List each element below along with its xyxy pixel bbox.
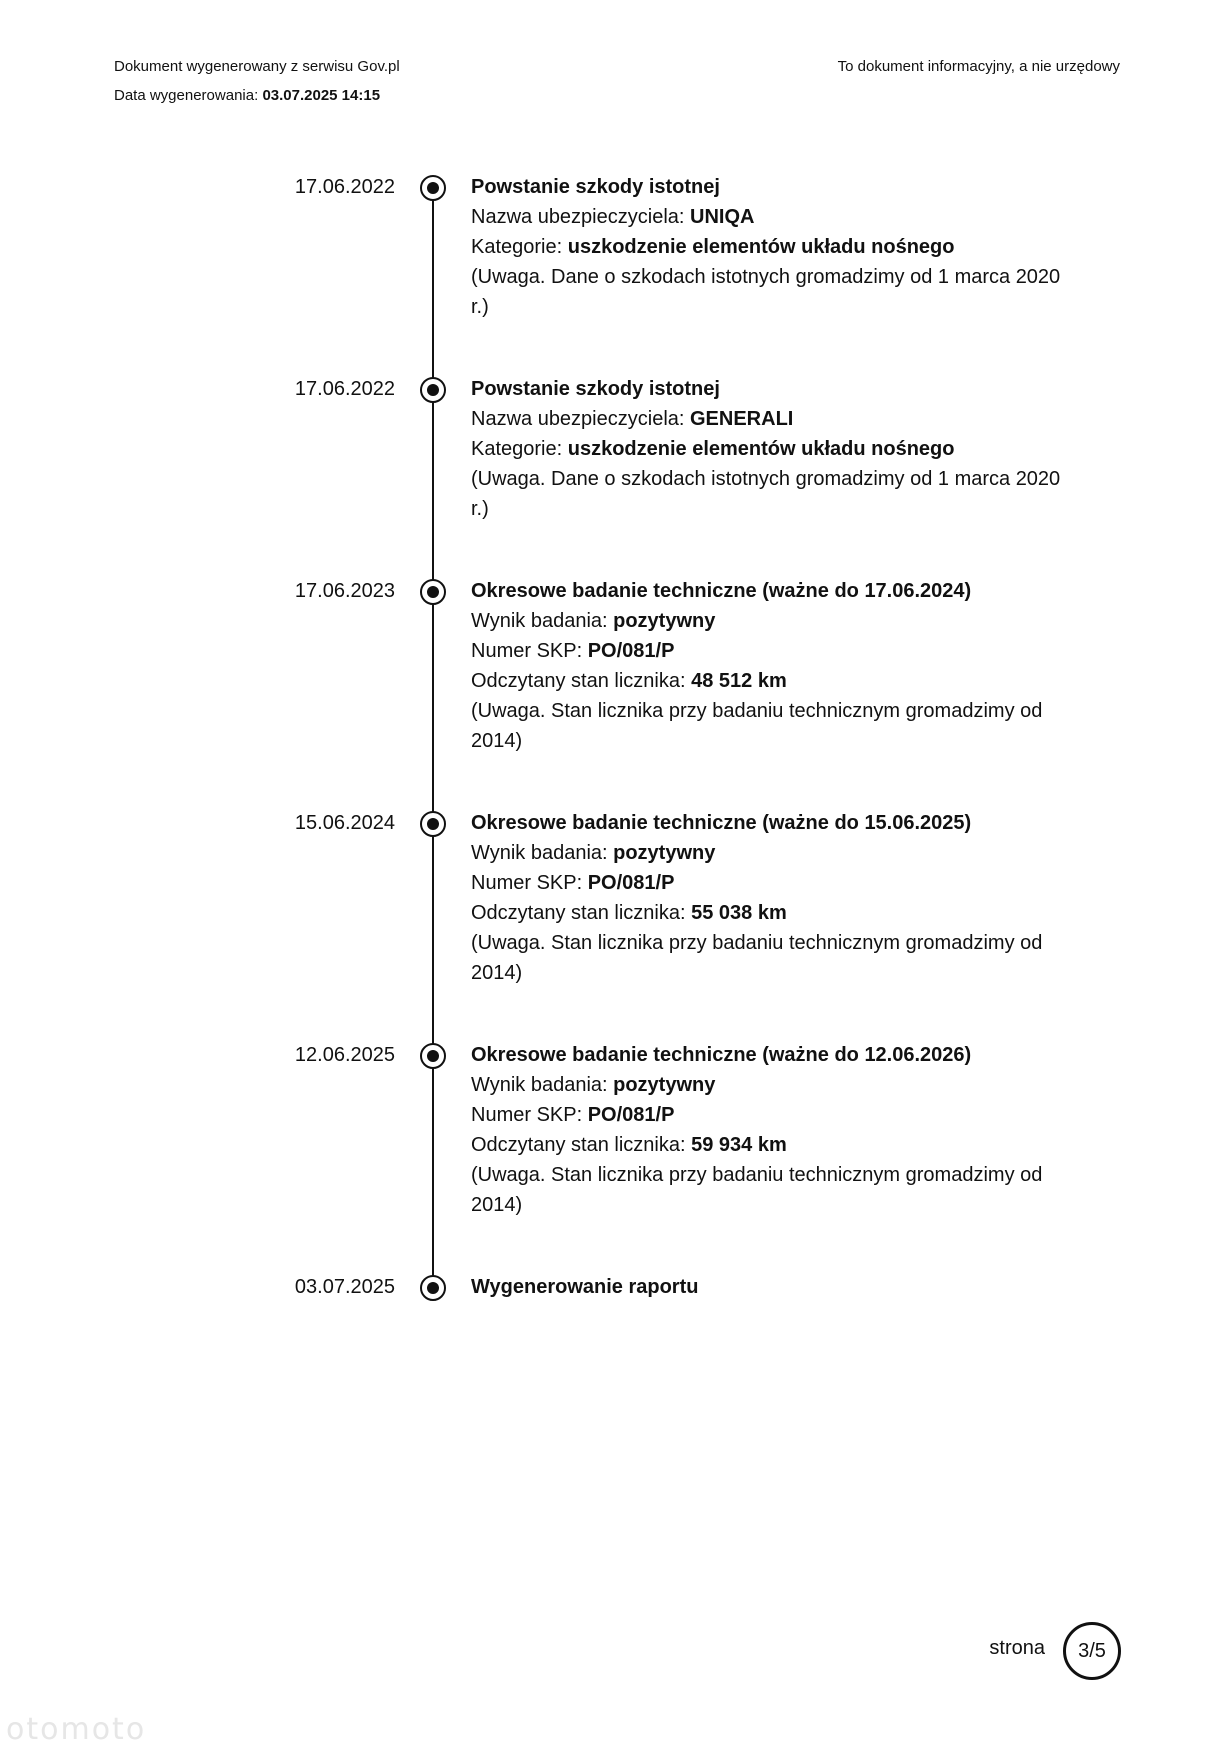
watermark-logo: otomoto <box>6 1712 147 1747</box>
entry-date: 17.06.2023 <box>294 580 395 602</box>
result-row: Wynik badania: pozytywny <box>471 610 716 632</box>
result-row: Wynik badania: pozytywny <box>471 1074 716 1096</box>
entry-note: (Uwaga. Stan licznika przy badaniu technicznym gromadzimy od 2014) <box>471 1164 1043 1216</box>
skp-row: Numer SKP: PO/081/P <box>471 872 675 894</box>
entry-date: 17.06.2022 <box>294 176 395 198</box>
timeline-marker-icon <box>420 811 446 837</box>
entry-note: (Uwaga. Dane o szkodach istotnych gromadzimy od 1 marca 2020 r.) <box>471 468 1061 520</box>
timeline-marker-icon <box>420 377 446 403</box>
timeline-marker-icon <box>420 1043 446 1069</box>
entry-content <box>471 576 1061 756</box>
entry-content <box>471 1272 1061 1302</box>
skp-row: Numer SKP: PO/081/P <box>471 1104 675 1126</box>
skp-row: Numer SKP: PO/081/P <box>471 640 675 662</box>
timeline-line <box>432 186 434 1284</box>
header-notice: To dokument informacyjny, a nie urzędowy <box>837 58 1120 75</box>
entry-content <box>471 808 1061 988</box>
odometer-row: Odczytany stan licznika: 55 038 km <box>471 902 787 924</box>
header-generated-date <box>114 87 380 104</box>
timeline-marker-icon <box>420 175 446 201</box>
entry-title: Okresowe badanie techniczne (ważne do 15.06.2025) <box>471 812 972 834</box>
entry-content <box>471 1040 1061 1220</box>
entry-note: (Uwaga. Stan licznika przy badaniu technicznym gromadzimy od 2014) <box>471 932 1043 984</box>
entry-title: Okresowe badanie techniczne (ważne do 12.06.2026) <box>471 1044 972 1066</box>
entry-content <box>471 172 1061 322</box>
category-row: Kategorie: uszkodzenie elementów układu nośnego <box>471 438 955 460</box>
entry-title: Powstanie szkody istotnej <box>471 176 720 198</box>
odometer-row: Odczytany stan licznika: 59 934 km <box>471 1134 787 1156</box>
page-number: 3/5 <box>1078 1639 1106 1662</box>
entry-content <box>471 374 1061 524</box>
page-label: strona <box>989 1637 1045 1659</box>
entry-title: Powstanie szkody istotnej <box>471 378 720 400</box>
page-number-badge <box>1063 1622 1121 1680</box>
result-row: Wynik badania: pozytywny <box>471 842 716 864</box>
insurer-row: Nazwa ubezpieczyciela: UNIQA <box>471 206 755 228</box>
header-source: Dokument wygenerowany z serwisu Gov.pl <box>114 58 400 75</box>
date-value: 03.07.2025 14:15 <box>262 87 381 104</box>
odometer-row: Odczytany stan licznika: 48 512 km <box>471 670 787 692</box>
date-label: Data wygenerowania: <box>114 87 259 104</box>
entry-note: (Uwaga. Stan licznika przy badaniu technicznym gromadzimy od 2014) <box>471 700 1043 752</box>
entry-title: Wygenerowanie raportu <box>471 1276 699 1298</box>
timeline-marker-icon <box>420 1275 446 1301</box>
timeline-marker-icon <box>420 579 446 605</box>
entry-title: Okresowe badanie techniczne (ważne do 17.06.2024) <box>471 580 972 602</box>
entry-date: 15.06.2024 <box>294 812 395 834</box>
entry-date: 12.06.2025 <box>294 1044 395 1066</box>
entry-date: 17.06.2022 <box>294 378 395 400</box>
insurer-row: Nazwa ubezpieczyciela: GENERALI <box>471 408 794 430</box>
entry-date: 03.07.2025 <box>294 1276 395 1298</box>
entry-note: (Uwaga. Dane o szkodach istotnych gromadzimy od 1 marca 2020 r.) <box>471 266 1061 318</box>
category-row: Kategorie: uszkodzenie elementów układu nośnego <box>471 236 955 258</box>
